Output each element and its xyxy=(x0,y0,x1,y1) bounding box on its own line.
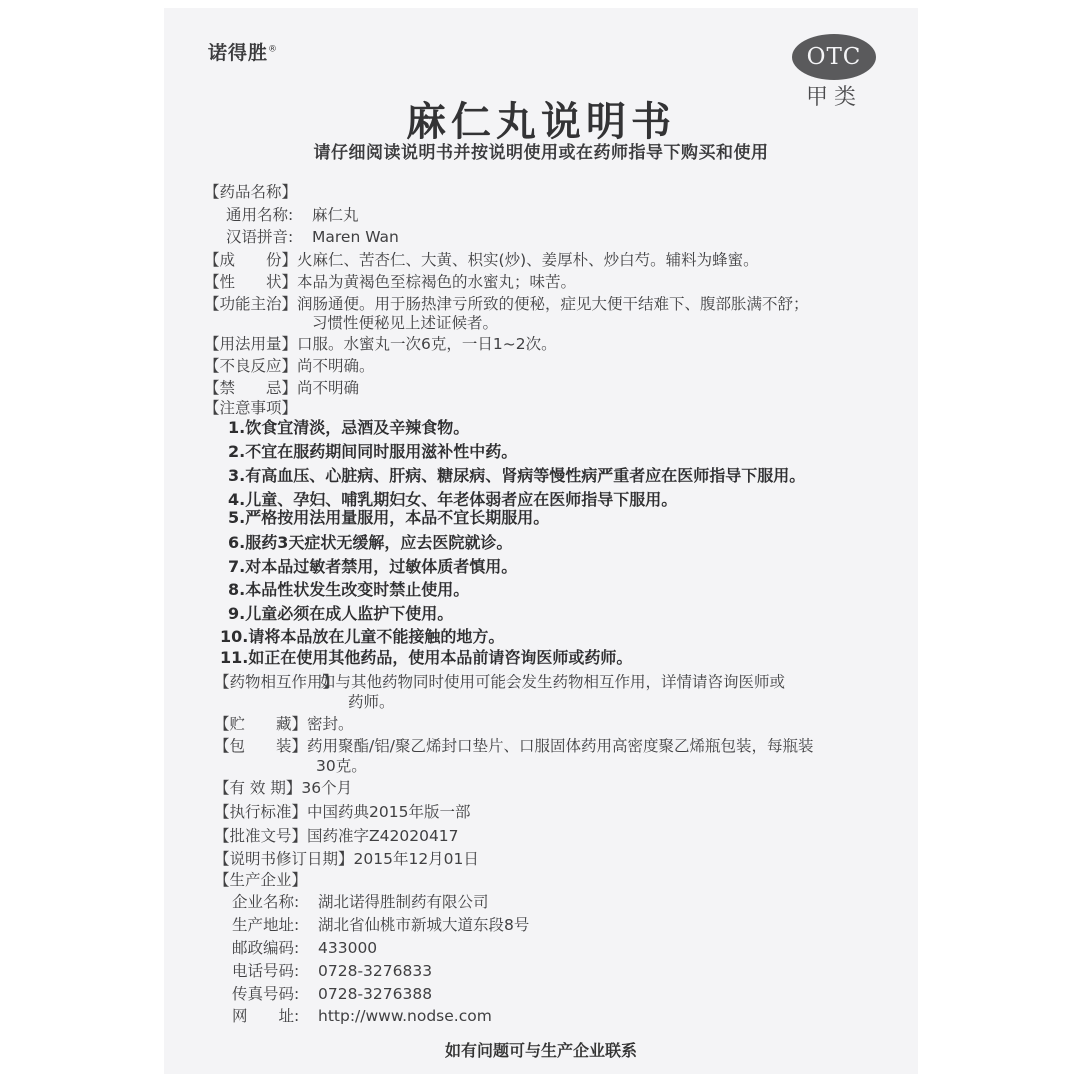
adverse-value: 尚不明确。 xyxy=(297,357,375,375)
precaution-item: 7.对本品过敏者禁用，过敏体质者慎用。 xyxy=(228,557,518,576)
precaution-item: 4.儿童、孕妇、哺乳期妇女、年老体弱者应在医师指导下服用。 xyxy=(228,490,678,509)
package-row xyxy=(214,736,813,756)
generic-name-value: 麻仁丸 xyxy=(312,206,359,224)
approval-row xyxy=(214,826,459,846)
manufacturer-value: 0728-3276388 xyxy=(318,985,433,1003)
dosage-row xyxy=(204,334,557,354)
website-link[interactable]: http://www.nodse.com xyxy=(318,1007,492,1025)
ingredients-label: 【成 份】 xyxy=(204,251,298,269)
package-value: 药用聚酯/铝/聚乙烯封口垫片、口服固体药用高密度聚乙烯瓶包装，每瓶装 xyxy=(307,737,814,755)
precaution-item: 6.服药3天症状无缓解，应去医院就诊。 xyxy=(228,533,513,552)
revision-row xyxy=(214,849,479,869)
validity-value: 36个月 xyxy=(301,779,353,797)
document-title: 麻仁丸说明书 xyxy=(406,99,676,145)
adverse-row xyxy=(204,356,375,376)
manufacturer-row xyxy=(232,1006,492,1026)
brand-logo xyxy=(208,38,278,65)
indications-label: 【功能主治】 xyxy=(204,295,298,313)
otc-class-label: 甲类 xyxy=(806,85,863,110)
manufacturer-label: 电话号码: xyxy=(232,962,300,980)
interactions-label: 【药物相互作用】 xyxy=(214,673,339,691)
package-continuation: 30克。 xyxy=(316,757,367,775)
precaution-item: 9.儿童必须在成人监护下使用。 xyxy=(228,604,454,623)
manufacturer-row xyxy=(232,938,377,958)
properties-row xyxy=(204,272,576,292)
pinyin-label: 汉语拼音: xyxy=(226,228,294,246)
properties-value: 本品为黄褐色至棕褐色的水蜜丸；味苦。 xyxy=(297,273,577,291)
interactions-value: 如与其他药物同时使用可能会发生药物相互作用，详情请咨询医师或 xyxy=(320,673,786,691)
storage-value: 密封。 xyxy=(307,715,354,733)
precaution-item: 11.如正在使用其他药品，使用本品前请咨询医师或药师。 xyxy=(220,648,633,667)
ingredients-value: 火麻仁、苦杏仁、大黄、枳实(炒)、姜厚朴、炒白芍。辅料为蜂蜜。 xyxy=(297,251,759,269)
validity-row xyxy=(214,778,352,798)
revision-value: 2015年12月01日 xyxy=(353,850,479,868)
indications-row xyxy=(204,294,809,314)
dosage-label: 【用法用量】 xyxy=(204,335,298,353)
manufacturer-row xyxy=(232,892,489,912)
manufacturer-label: 邮政编码: xyxy=(232,939,300,957)
precaution-item: 3.有高血压、心脏病、肝病、糖尿病、肾病等慢性病严重者应在医师指导下服用。 xyxy=(228,466,806,485)
brand-name: 诺得胜 xyxy=(208,42,269,64)
leaflet-sheet xyxy=(164,8,918,1074)
manufacturer-label: 企业名称: xyxy=(232,893,300,911)
generic-name-label: 通用名称: xyxy=(226,206,294,224)
generic-name-row xyxy=(226,205,359,225)
standard-value: 中国药典2015年版一部 xyxy=(307,803,471,821)
interactions-continuation: 药师。 xyxy=(348,693,395,711)
drug-name-header: 【药品名称】 xyxy=(204,183,298,201)
storage-row xyxy=(214,714,354,734)
indications-value: 润肠通便。用于肠热津亏所致的便秘，症见大便干结难下、腹部胀满不舒； xyxy=(297,295,809,313)
contraindications-row xyxy=(204,378,359,398)
manufacturer-label: 网 址: xyxy=(232,1007,300,1025)
standard-label: 【执行标准】 xyxy=(214,803,308,821)
revision-label: 【说明书修订日期】 xyxy=(214,850,354,868)
precaution-item: 10.请将本品放在儿童不能接触的地方。 xyxy=(220,627,505,646)
manufacturer-value: 433000 xyxy=(318,939,378,957)
ingredients-row xyxy=(204,250,759,270)
manufacturer-label: 传真号码: xyxy=(232,985,300,1003)
dosage-value: 口服。水蜜丸一次6克，一日1~2次。 xyxy=(297,335,557,353)
indications-continuation: 习惯性便秘见上述证候者。 xyxy=(312,314,499,332)
precautions-header: 【注意事项】 xyxy=(204,399,298,417)
storage-label: 【贮 藏】 xyxy=(214,715,308,733)
approval-label: 【批准文号】 xyxy=(214,827,308,845)
package-label: 【包 装】 xyxy=(214,737,308,755)
precaution-item: 5.严格按用法用量服用，本品不宜长期服用。 xyxy=(228,508,550,527)
precaution-item: 1.饮食宜清淡，忌酒及辛辣食物。 xyxy=(228,418,470,437)
footer-note: 如有问题可与生产企业联系 xyxy=(444,1041,637,1060)
standard-row xyxy=(214,802,470,822)
validity-label: 【有 效 期】 xyxy=(214,779,302,797)
manufacturer-row xyxy=(232,915,529,935)
precaution-item: 8.本品性状发生改变时禁止使用。 xyxy=(228,580,470,599)
contraindications-value: 尚不明确 xyxy=(297,379,360,397)
manufacturer-row xyxy=(232,961,432,981)
manufacturer-value: 0728-3276833 xyxy=(318,962,433,980)
manufacturer-header: 【生产企业】 xyxy=(214,871,308,889)
approval-value: 国药准字Z42020417 xyxy=(307,827,459,845)
precaution-item: 2.不宜在服药期间同时服用滋补性中药。 xyxy=(228,442,518,461)
otc-badge: OTC xyxy=(792,34,876,80)
adverse-label: 【不良反应】 xyxy=(204,357,298,375)
contraindications-label: 【禁 忌】 xyxy=(204,379,298,397)
manufacturer-label: 生产地址: xyxy=(232,916,300,934)
pinyin-row xyxy=(226,227,399,247)
pinyin-value: Maren Wan xyxy=(312,228,399,246)
registered-mark: ® xyxy=(268,44,279,55)
manufacturer-row xyxy=(232,984,432,1004)
document-subtitle: 请仔细阅读说明书并按说明使用或在药师指导下购买和使用 xyxy=(313,143,769,163)
properties-label: 【性 状】 xyxy=(204,273,298,291)
manufacturer-value: 湖北省仙桃市新城大道东段8号 xyxy=(318,916,530,934)
manufacturer-value: 湖北诺得胜制药有限公司 xyxy=(318,893,489,911)
interactions-row xyxy=(214,672,785,692)
